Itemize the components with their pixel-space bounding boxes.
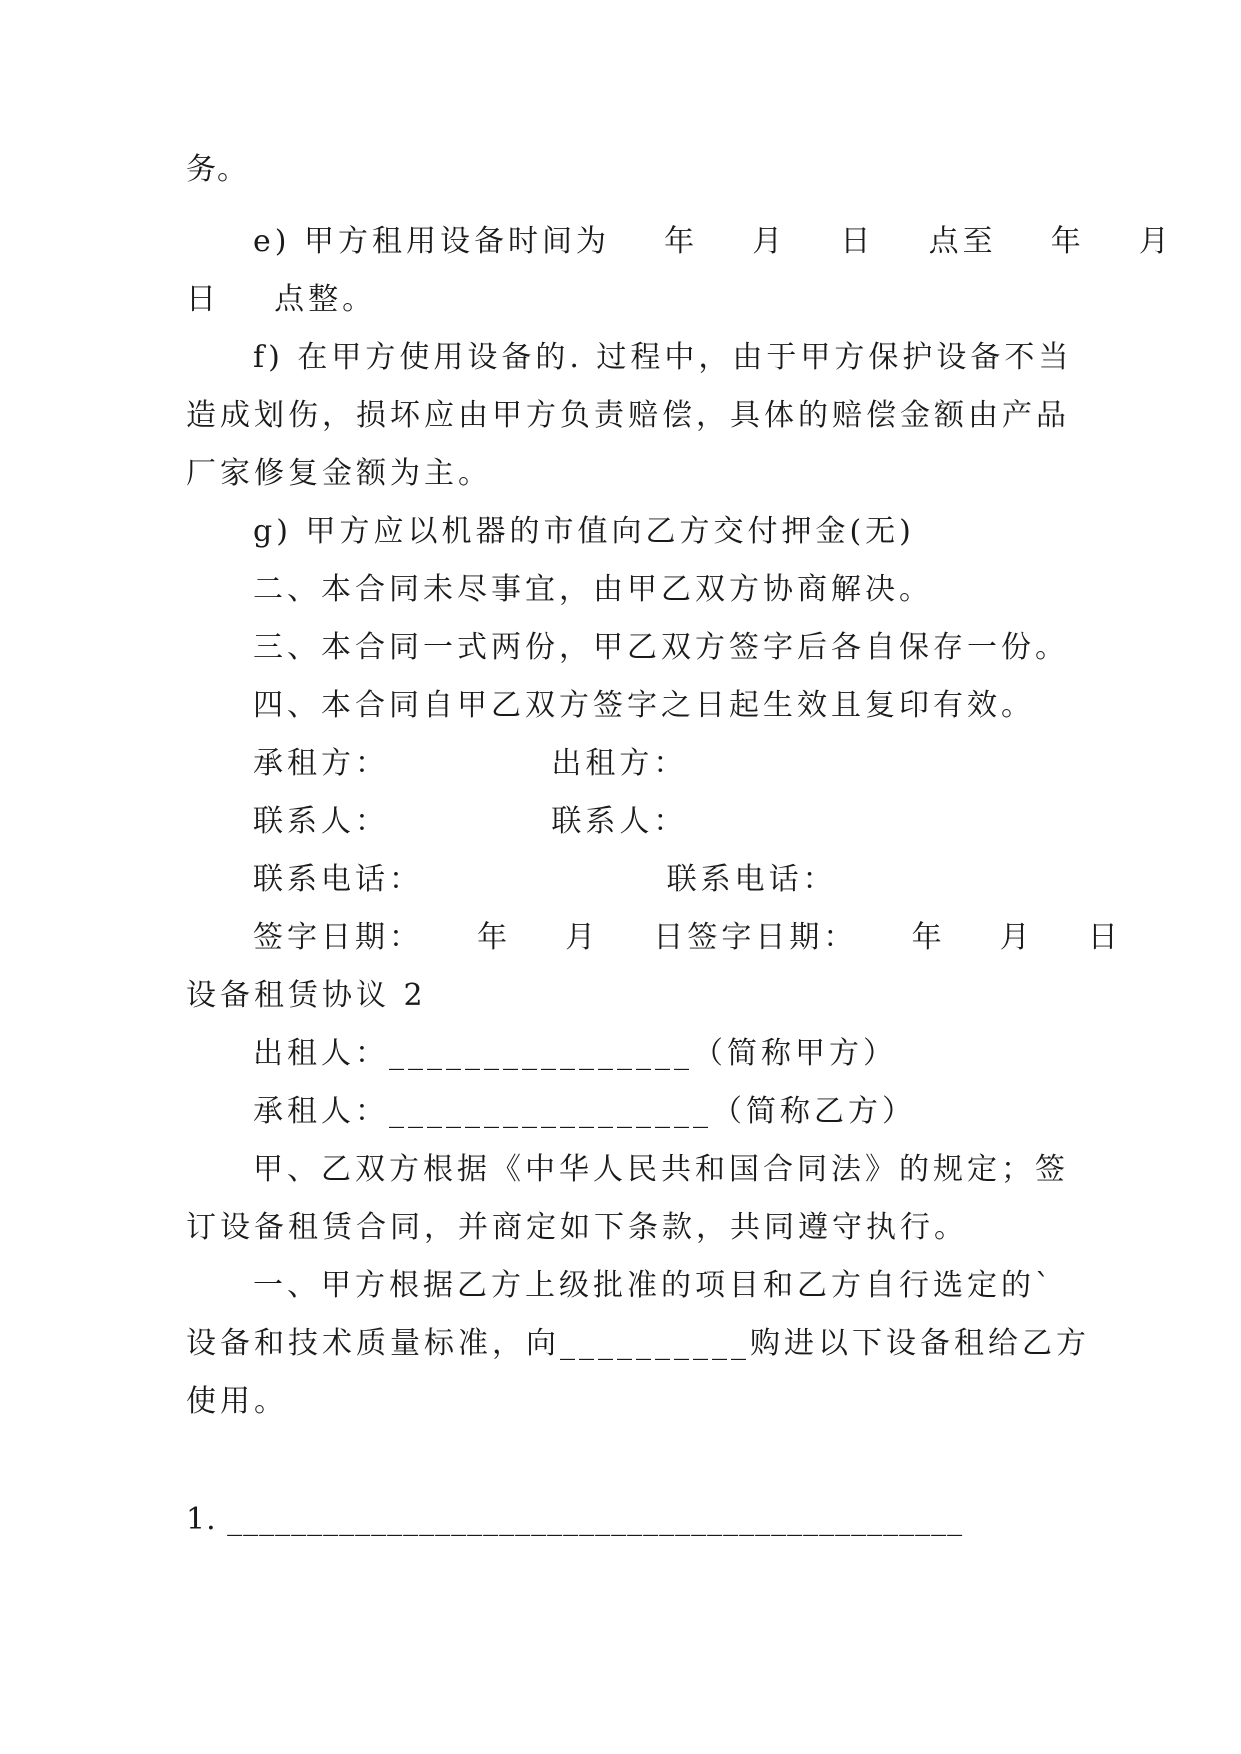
text-line: 厂家修复金额为主。 [186,456,492,491]
list-item: 1. ______________________________________________ [186,1502,964,1537]
text-line: 四、本合同自甲乙双方签字之日起生效且复印有效。 [253,688,1035,723]
text-line: 联系人： 联系人： [253,804,688,839]
text-line: 使用。 [186,1384,288,1419]
text-line: 签字日期： 年 月 日签字日期： 年 月 日 [253,920,1122,955]
text-line: g) 甲方应以机器的市值向乙方交付押金(无) [253,514,915,549]
text-line: 二、本合同未尽事宜，由甲乙双方协商解决。 [253,572,933,607]
text-line: 务。 [186,152,248,187]
text-line: 联系电话： 联系电话： [253,862,837,897]
text-line: 一、甲方根据乙方上级批准的项目和乙方自行选定的` [253,1268,1054,1303]
text-line: 出租人：________________（简称甲方） [253,1036,897,1071]
text-line: e) 甲方租用设备时间为 年 月 日 点至 年 月 [253,224,1173,259]
text-line: 三、本合同一式两份，甲乙双方签字后各自保存一份。 [253,630,1069,665]
text-line: 承租人：_________________（简称乙方） [253,1094,916,1129]
text-line: 订设备租赁合同，并商定如下条款，共同遵守执行。 [186,1210,968,1245]
text-line: 造成划伤，损坏应由甲方负责赔偿，具体的赔偿金额由产品 [186,398,1070,433]
text-line: f) 在甲方使用设备的. 过程中，由于甲方保护设备不当 [253,340,1073,375]
section-title: 设备租赁协议 2 [186,978,427,1013]
text-line: 设备和技术质量标准，向__________购进以下设备租给乙方 [186,1326,1090,1361]
text-line: 承租方： 出租方： [253,746,688,781]
text-line: 甲、乙双方根据《中华人民共和国合同法》的规定；签 [253,1152,1069,1187]
text-line: 日 点整。 [186,282,377,317]
